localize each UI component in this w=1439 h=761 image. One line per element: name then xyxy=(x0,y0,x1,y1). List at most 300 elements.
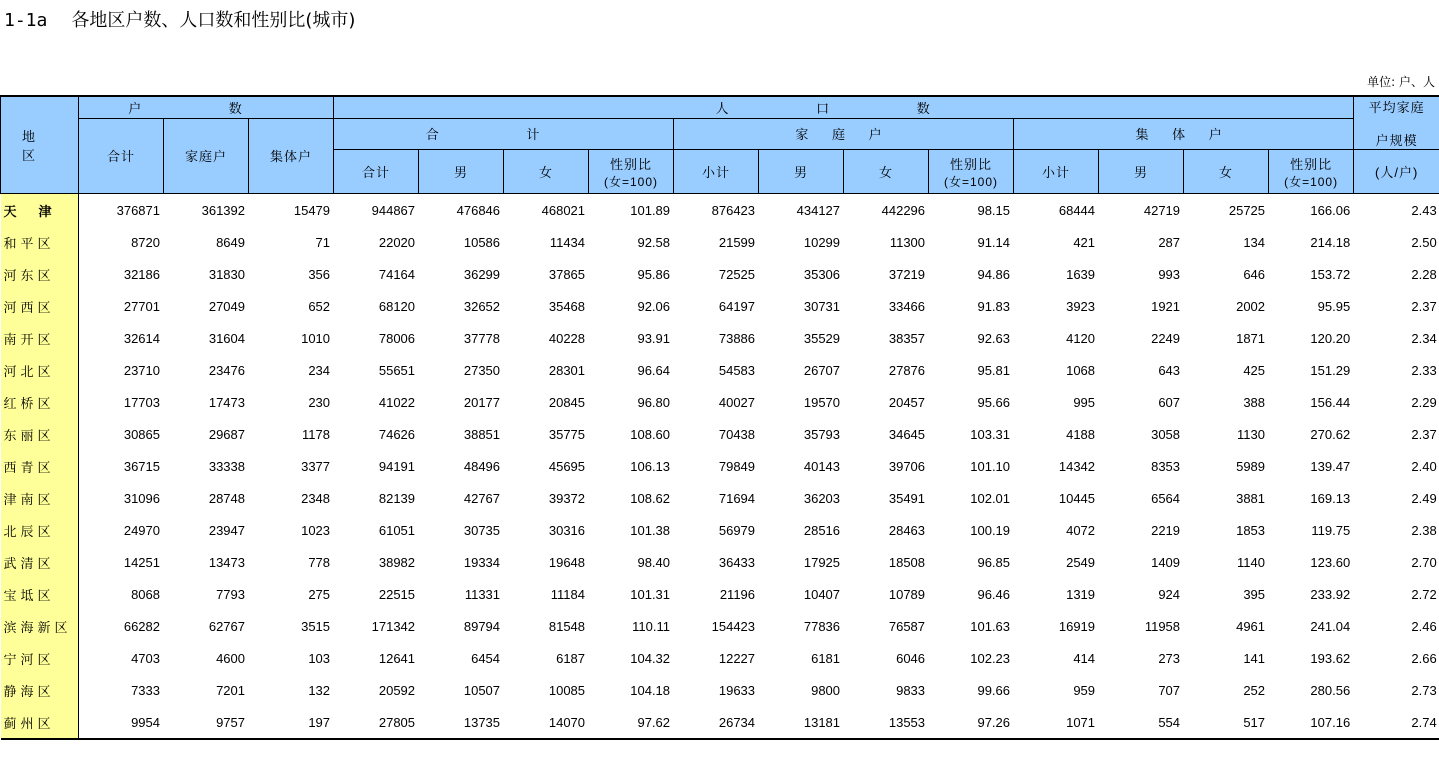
value-cell: 101.10 xyxy=(929,450,1014,482)
header-coll-female: 女 xyxy=(1184,150,1269,194)
value-cell: 95.86 xyxy=(589,258,674,290)
value-cell: 10085 xyxy=(504,674,589,706)
header-family-male: 男 xyxy=(759,150,844,194)
region-cell: 河西区 xyxy=(1,290,79,322)
header-total-sub: 合计 xyxy=(334,150,419,194)
value-cell: 107.16 xyxy=(1269,706,1354,739)
value-cell: 23947 xyxy=(164,514,249,546)
value-cell: 1068 xyxy=(1014,354,1099,386)
value-cell: 8353 xyxy=(1099,450,1184,482)
value-cell: 37219 xyxy=(844,258,929,290)
value-cell: 1409 xyxy=(1099,546,1184,578)
ratio-label: 性别比 xyxy=(610,156,653,172)
header-population: 人 口 数 xyxy=(334,96,1354,118)
value-cell: 361392 xyxy=(164,194,249,227)
region-cell: 南开区 xyxy=(1,322,79,354)
region-cell: 红桥区 xyxy=(1,386,79,418)
value-cell: 6046 xyxy=(844,642,929,674)
value-cell: 36433 xyxy=(674,546,759,578)
ratio-label: 性别比 xyxy=(1290,156,1333,172)
value-cell: 421 xyxy=(1014,226,1099,258)
value-cell: 32614 xyxy=(79,322,164,354)
value-cell: 139.47 xyxy=(1269,450,1354,482)
value-cell: 707 xyxy=(1099,674,1184,706)
value-cell: 3377 xyxy=(249,450,334,482)
value-cell: 3881 xyxy=(1184,482,1269,514)
value-cell: 13473 xyxy=(164,546,249,578)
value-cell: 74626 xyxy=(334,418,419,450)
value-cell: 5989 xyxy=(1184,450,1269,482)
value-cell: 22515 xyxy=(334,578,419,610)
region-cell: 天津 xyxy=(1,194,79,227)
value-cell: 104.32 xyxy=(589,642,674,674)
header-pop-family: 家 庭 户 xyxy=(674,118,1014,150)
value-cell: 96.80 xyxy=(589,386,674,418)
value-cell: 7201 xyxy=(164,674,249,706)
value-cell: 2.28 xyxy=(1354,258,1439,290)
value-cell: 45695 xyxy=(504,450,589,482)
value-cell: 2.34 xyxy=(1354,322,1439,354)
value-cell: 8720 xyxy=(79,226,164,258)
value-cell: 234 xyxy=(249,354,334,386)
ratio-note: (女=100) xyxy=(944,174,999,189)
region-cell: 滨海新区 xyxy=(1,610,79,642)
value-cell: 14342 xyxy=(1014,450,1099,482)
value-cell: 11434 xyxy=(504,226,589,258)
value-cell: 4703 xyxy=(79,642,164,674)
value-cell: 1023 xyxy=(249,514,334,546)
value-cell: 476846 xyxy=(419,194,504,227)
value-cell: 287 xyxy=(1099,226,1184,258)
value-cell: 169.13 xyxy=(1269,482,1354,514)
value-cell: 270.62 xyxy=(1269,418,1354,450)
region-cell: 西青区 xyxy=(1,450,79,482)
value-cell: 21196 xyxy=(674,578,759,610)
value-cell: 197 xyxy=(249,706,334,739)
region-cell: 东丽区 xyxy=(1,418,79,450)
value-cell: 19334 xyxy=(419,546,504,578)
header-region: 地 区 xyxy=(1,96,79,194)
value-cell: 68120 xyxy=(334,290,419,322)
value-cell: 4120 xyxy=(1014,322,1099,354)
value-cell: 22020 xyxy=(334,226,419,258)
value-cell: 2.43 xyxy=(1354,194,1439,227)
value-cell: 30735 xyxy=(419,514,504,546)
value-cell: 273 xyxy=(1099,642,1184,674)
table-row xyxy=(1,642,1439,674)
page-title xyxy=(4,6,355,32)
value-cell: 442296 xyxy=(844,194,929,227)
value-cell: 2.38 xyxy=(1354,514,1439,546)
value-cell: 17925 xyxy=(759,546,844,578)
table-row xyxy=(1,706,1439,739)
value-cell: 73886 xyxy=(674,322,759,354)
value-cell: 10586 xyxy=(419,226,504,258)
value-cell: 233.92 xyxy=(1269,578,1354,610)
value-cell: 11300 xyxy=(844,226,929,258)
value-cell: 1319 xyxy=(1014,578,1099,610)
header-coll-male: 男 xyxy=(1099,150,1184,194)
value-cell: 31830 xyxy=(164,258,249,290)
value-cell: 40228 xyxy=(504,322,589,354)
region-cell: 静海区 xyxy=(1,674,79,706)
value-cell: 64197 xyxy=(674,290,759,322)
value-cell: 2.72 xyxy=(1354,578,1439,610)
value-cell: 36715 xyxy=(79,450,164,482)
value-cell: 32186 xyxy=(79,258,164,290)
value-cell: 27701 xyxy=(79,290,164,322)
header-households: 户 数 xyxy=(79,96,334,118)
value-cell: 2.29 xyxy=(1354,386,1439,418)
value-cell: 79849 xyxy=(674,450,759,482)
value-cell: 275 xyxy=(249,578,334,610)
value-cell: 19570 xyxy=(759,386,844,418)
header-avg-unit: (人/户) xyxy=(1354,150,1439,194)
table-row xyxy=(1,354,1439,386)
value-cell: 97.26 xyxy=(929,706,1014,739)
value-cell: 356 xyxy=(249,258,334,290)
value-cell: 96.46 xyxy=(929,578,1014,610)
value-cell: 100.19 xyxy=(929,514,1014,546)
table-row xyxy=(1,194,1439,227)
value-cell: 2549 xyxy=(1014,546,1099,578)
value-cell: 48496 xyxy=(419,450,504,482)
value-cell: 35468 xyxy=(504,290,589,322)
value-cell: 92.63 xyxy=(929,322,1014,354)
value-cell: 2.33 xyxy=(1354,354,1439,386)
value-cell: 98.40 xyxy=(589,546,674,578)
value-cell: 23476 xyxy=(164,354,249,386)
value-cell: 2219 xyxy=(1099,514,1184,546)
value-cell: 13181 xyxy=(759,706,844,739)
value-cell: 1853 xyxy=(1184,514,1269,546)
value-cell: 6564 xyxy=(1099,482,1184,514)
value-cell: 27876 xyxy=(844,354,929,386)
table-row xyxy=(1,610,1439,642)
value-cell: 37778 xyxy=(419,322,504,354)
value-cell: 7793 xyxy=(164,578,249,610)
value-cell: 42767 xyxy=(419,482,504,514)
value-cell: 132 xyxy=(249,674,334,706)
value-cell: 3515 xyxy=(249,610,334,642)
value-cell: 101.89 xyxy=(589,194,674,227)
table-title: 各地区户数、人口数和性别比(城市) xyxy=(71,10,356,31)
value-cell: 104.18 xyxy=(589,674,674,706)
ratio-label: 性别比 xyxy=(950,156,993,172)
value-cell: 39706 xyxy=(844,450,929,482)
header-avg-line1: 平均家庭 xyxy=(1368,100,1425,115)
value-cell: 2348 xyxy=(249,482,334,514)
region-cell: 河北区 xyxy=(1,354,79,386)
region-cell: 蓟州区 xyxy=(1,706,79,739)
value-cell: 10507 xyxy=(419,674,504,706)
value-cell: 924 xyxy=(1099,578,1184,610)
value-cell: 27049 xyxy=(164,290,249,322)
table-row xyxy=(1,450,1439,482)
value-cell: 652 xyxy=(249,290,334,322)
value-cell: 23710 xyxy=(79,354,164,386)
value-cell: 32652 xyxy=(419,290,504,322)
value-cell: 26734 xyxy=(674,706,759,739)
value-cell: 97.62 xyxy=(589,706,674,739)
value-cell: 91.14 xyxy=(929,226,1014,258)
value-cell: 102.01 xyxy=(929,482,1014,514)
value-cell: 101.38 xyxy=(589,514,674,546)
value-cell: 92.06 xyxy=(589,290,674,322)
value-cell: 10299 xyxy=(759,226,844,258)
value-cell: 388 xyxy=(1184,386,1269,418)
value-cell: 56979 xyxy=(674,514,759,546)
region-cell: 北辰区 xyxy=(1,514,79,546)
value-cell: 2.37 xyxy=(1354,418,1439,450)
value-cell: 31096 xyxy=(79,482,164,514)
value-cell: 94191 xyxy=(334,450,419,482)
value-cell: 6454 xyxy=(419,642,504,674)
value-cell: 28463 xyxy=(844,514,929,546)
value-cell: 27805 xyxy=(334,706,419,739)
value-cell: 103.31 xyxy=(929,418,1014,450)
value-cell: 120.20 xyxy=(1269,322,1354,354)
value-cell: 99.66 xyxy=(929,674,1014,706)
value-cell: 134 xyxy=(1184,226,1269,258)
value-cell: 19648 xyxy=(504,546,589,578)
header-family-female: 女 xyxy=(844,150,929,194)
value-cell: 27350 xyxy=(419,354,504,386)
header-total-male: 男 xyxy=(419,150,504,194)
table-row xyxy=(1,514,1439,546)
value-cell: 151.29 xyxy=(1269,354,1354,386)
value-cell: 9833 xyxy=(844,674,929,706)
value-cell: 96.64 xyxy=(589,354,674,386)
value-cell: 26707 xyxy=(759,354,844,386)
value-cell: 643 xyxy=(1099,354,1184,386)
value-cell: 8649 xyxy=(164,226,249,258)
region-cell: 和平区 xyxy=(1,226,79,258)
value-cell: 9954 xyxy=(79,706,164,739)
value-cell: 28301 xyxy=(504,354,589,386)
value-cell: 17703 xyxy=(79,386,164,418)
value-cell: 959 xyxy=(1014,674,1099,706)
value-cell: 29687 xyxy=(164,418,249,450)
value-cell: 41022 xyxy=(334,386,419,418)
value-cell: 1140 xyxy=(1184,546,1269,578)
value-cell: 14251 xyxy=(79,546,164,578)
table-row xyxy=(1,418,1439,450)
value-cell: 1921 xyxy=(1099,290,1184,322)
value-cell: 1639 xyxy=(1014,258,1099,290)
value-cell: 37865 xyxy=(504,258,589,290)
value-cell: 10789 xyxy=(844,578,929,610)
value-cell: 108.62 xyxy=(589,482,674,514)
value-cell: 68444 xyxy=(1014,194,1099,227)
value-cell: 66282 xyxy=(79,610,164,642)
table-row xyxy=(1,674,1439,706)
table-row xyxy=(1,258,1439,290)
table-code: 1-1a xyxy=(4,10,48,31)
value-cell: 39372 xyxy=(504,482,589,514)
value-cell: 40027 xyxy=(674,386,759,418)
table-row xyxy=(1,226,1439,258)
value-cell: 9800 xyxy=(759,674,844,706)
value-cell: 468021 xyxy=(504,194,589,227)
value-cell: 20457 xyxy=(844,386,929,418)
value-cell: 19633 xyxy=(674,674,759,706)
value-cell: 108.60 xyxy=(589,418,674,450)
value-cell: 993 xyxy=(1099,258,1184,290)
value-cell: 103 xyxy=(249,642,334,674)
value-cell: 82139 xyxy=(334,482,419,514)
value-cell: 241.04 xyxy=(1269,610,1354,642)
header-coll-sub: 小计 xyxy=(1014,150,1099,194)
table-row xyxy=(1,290,1439,322)
value-cell: 20845 xyxy=(504,386,589,418)
table-row xyxy=(1,482,1439,514)
region-cell: 宝坻区 xyxy=(1,578,79,610)
table-row xyxy=(1,322,1439,354)
value-cell: 425 xyxy=(1184,354,1269,386)
value-cell: 2.70 xyxy=(1354,546,1439,578)
header-pop-collective: 集 体 户 xyxy=(1014,118,1354,150)
value-cell: 91.83 xyxy=(929,290,1014,322)
value-cell: 280.56 xyxy=(1269,674,1354,706)
value-cell: 38982 xyxy=(334,546,419,578)
value-cell: 944867 xyxy=(334,194,419,227)
value-cell: 517 xyxy=(1184,706,1269,739)
value-cell: 395 xyxy=(1184,578,1269,610)
value-cell: 1071 xyxy=(1014,706,1099,739)
header-family-sub: 小计 xyxy=(674,150,759,194)
value-cell: 12641 xyxy=(334,642,419,674)
header-coll-ratio xyxy=(1269,150,1354,194)
value-cell: 11184 xyxy=(504,578,589,610)
ratio-note: (女=100) xyxy=(1284,174,1339,189)
value-cell: 123.60 xyxy=(1269,546,1354,578)
header-total-ratio xyxy=(589,150,674,194)
value-cell: 193.62 xyxy=(1269,642,1354,674)
value-cell: 98.15 xyxy=(929,194,1014,227)
value-cell: 18508 xyxy=(844,546,929,578)
value-cell: 4600 xyxy=(164,642,249,674)
value-cell: 110.11 xyxy=(589,610,674,642)
region-cell: 武清区 xyxy=(1,546,79,578)
value-cell: 1130 xyxy=(1184,418,1269,450)
value-cell: 414 xyxy=(1014,642,1099,674)
value-cell: 78006 xyxy=(334,322,419,354)
region-cell: 津南区 xyxy=(1,482,79,514)
value-cell: 171342 xyxy=(334,610,419,642)
value-cell: 21599 xyxy=(674,226,759,258)
value-cell: 35775 xyxy=(504,418,589,450)
header-hh-family: 家庭户 xyxy=(164,118,249,194)
value-cell: 646 xyxy=(1184,258,1269,290)
value-cell: 35306 xyxy=(759,258,844,290)
value-cell: 95.81 xyxy=(929,354,1014,386)
value-cell: 434127 xyxy=(759,194,844,227)
value-cell: 778 xyxy=(249,546,334,578)
value-cell: 3058 xyxy=(1099,418,1184,450)
value-cell: 35793 xyxy=(759,418,844,450)
value-cell: 11958 xyxy=(1099,610,1184,642)
unit-label: 单位: 户、人 xyxy=(1367,75,1435,89)
value-cell: 30731 xyxy=(759,290,844,322)
value-cell: 1178 xyxy=(249,418,334,450)
value-cell: 89794 xyxy=(419,610,504,642)
value-cell: 554 xyxy=(1099,706,1184,739)
value-cell: 76587 xyxy=(844,610,929,642)
value-cell: 106.13 xyxy=(589,450,674,482)
value-cell: 35491 xyxy=(844,482,929,514)
value-cell: 38357 xyxy=(844,322,929,354)
value-cell: 102.23 xyxy=(929,642,1014,674)
value-cell: 11331 xyxy=(419,578,504,610)
value-cell: 14070 xyxy=(504,706,589,739)
value-cell: 20177 xyxy=(419,386,504,418)
header-avg-line2: 户规模 xyxy=(1375,133,1418,148)
value-cell: 9757 xyxy=(164,706,249,739)
header-hh-total: 合计 xyxy=(79,118,164,194)
header-pop-total: 合 计 xyxy=(334,118,674,150)
value-cell: 12227 xyxy=(674,642,759,674)
value-cell: 13735 xyxy=(419,706,504,739)
value-cell: 230 xyxy=(249,386,334,418)
value-cell: 54583 xyxy=(674,354,759,386)
value-cell: 93.91 xyxy=(589,322,674,354)
value-cell: 7333 xyxy=(79,674,164,706)
value-cell: 141 xyxy=(1184,642,1269,674)
value-cell: 607 xyxy=(1099,386,1184,418)
value-cell: 92.58 xyxy=(589,226,674,258)
table-row xyxy=(1,386,1439,418)
value-cell: 10407 xyxy=(759,578,844,610)
value-cell: 6187 xyxy=(504,642,589,674)
value-cell: 876423 xyxy=(674,194,759,227)
value-cell: 1010 xyxy=(249,322,334,354)
value-cell: 2002 xyxy=(1184,290,1269,322)
value-cell: 30865 xyxy=(79,418,164,450)
value-cell: 376871 xyxy=(79,194,164,227)
value-cell: 214.18 xyxy=(1269,226,1354,258)
value-cell: 74164 xyxy=(334,258,419,290)
value-cell: 4188 xyxy=(1014,418,1099,450)
value-cell: 95.66 xyxy=(929,386,1014,418)
value-cell: 119.75 xyxy=(1269,514,1354,546)
value-cell: 61051 xyxy=(334,514,419,546)
region-cell: 宁河区 xyxy=(1,642,79,674)
header-family-ratio xyxy=(929,150,1014,194)
value-cell: 252 xyxy=(1184,674,1269,706)
value-cell: 77836 xyxy=(759,610,844,642)
header-hh-collective: 集体户 xyxy=(249,118,334,194)
value-cell: 3923 xyxy=(1014,290,1099,322)
value-cell: 166.06 xyxy=(1269,194,1354,227)
region-cell: 河东区 xyxy=(1,258,79,290)
value-cell: 153.72 xyxy=(1269,258,1354,290)
ratio-note: (女=100) xyxy=(604,174,659,189)
value-cell: 95.95 xyxy=(1269,290,1354,322)
value-cell: 31604 xyxy=(164,322,249,354)
value-cell: 4072 xyxy=(1014,514,1099,546)
value-cell: 71694 xyxy=(674,482,759,514)
value-cell: 17473 xyxy=(164,386,249,418)
value-cell: 15479 xyxy=(249,194,334,227)
value-cell: 71 xyxy=(249,226,334,258)
value-cell: 81548 xyxy=(504,610,589,642)
value-cell: 30316 xyxy=(504,514,589,546)
header-total-female: 女 xyxy=(504,150,589,194)
table-body xyxy=(1,194,1439,740)
value-cell: 2.74 xyxy=(1354,706,1439,739)
value-cell: 40143 xyxy=(759,450,844,482)
